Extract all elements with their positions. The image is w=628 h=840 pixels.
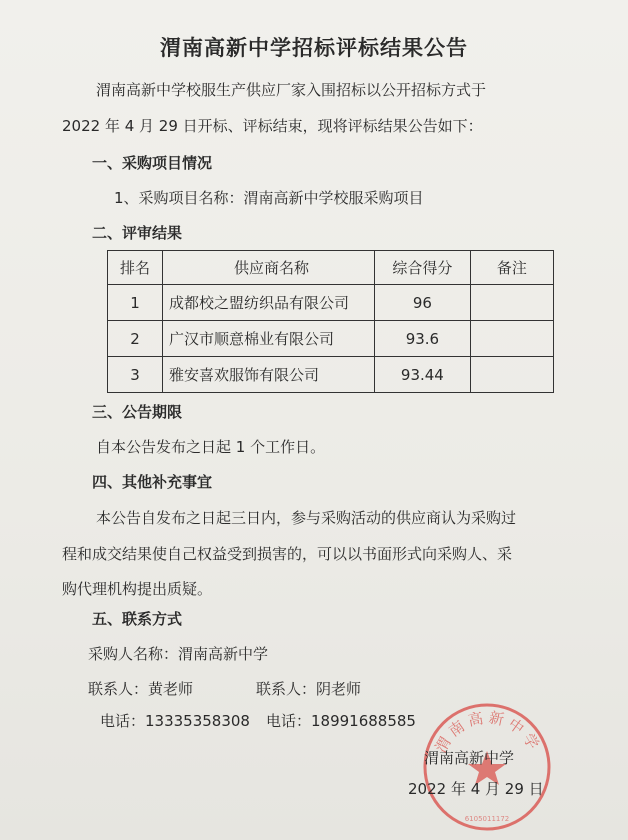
header-rank: 排名: [108, 251, 163, 285]
seal-number: 6105011172: [464, 815, 510, 823]
table-header-row: [108, 251, 554, 285]
row-rank: 2: [108, 321, 163, 357]
supplement-line-3: 购代理机构提出质疑。: [62, 580, 213, 598]
section-2-heading: 二、评审结果: [92, 224, 183, 242]
header-supplier: 供应商名称: [162, 251, 374, 285]
header-score: 综合得分: [375, 251, 471, 285]
contact-2: 联系人：阴老师: [256, 680, 362, 698]
buyer-name: 采购人名称：渭南高新中学: [88, 645, 269, 663]
signature-date: 2022 年 4 月 29 日: [408, 780, 544, 798]
supplement-line-2: 程和成交结果使自己权益受到损害的，可以以书面形式向采购人、采: [62, 545, 513, 563]
phone-2: 电话：18991688585: [266, 712, 416, 730]
row-rank: 1: [108, 285, 163, 321]
row-note: [470, 357, 553, 393]
row-supplier: 雅安喜欢服饰有限公司: [162, 357, 374, 393]
row-supplier: 广汉市顺意棉业有限公司: [162, 321, 374, 357]
section-5-heading: 五、联系方式: [92, 610, 183, 628]
results-table: [107, 250, 554, 393]
signature-org: 渭南高新中学: [424, 749, 515, 767]
notice-period: 自本公告发布之日起 1 个工作日。: [96, 438, 326, 456]
project-name: 1、采购项目名称：渭南高新中学校服采购项目: [114, 189, 424, 207]
row-score: 93.44: [375, 357, 471, 393]
supplement-line-1: 本公告自发布之日起三日内，参与采购活动的供应商认为采购过: [96, 509, 517, 527]
row-note: [470, 285, 553, 321]
intro-line-1: 渭南高新中学校服生产供应厂家入围招标以公开招标方式于: [96, 81, 487, 99]
row-score: 96: [375, 285, 471, 321]
header-note: 备注: [470, 251, 553, 285]
section-1-heading: 一、采购项目情况: [92, 154, 213, 172]
contact-1: 联系人：黄老师: [88, 680, 194, 698]
row-note: [470, 321, 553, 357]
section-4-heading: 四、其他补充事宜: [92, 473, 213, 491]
row-rank: 3: [108, 357, 163, 393]
seal-text: 渭南高新中学: [431, 708, 545, 756]
table-row: [108, 321, 554, 357]
table-row: [108, 285, 554, 321]
row-score: 93.6: [375, 321, 471, 357]
table-row: [108, 357, 554, 393]
phone-1: 电话：13335358308: [100, 712, 250, 730]
document-title: 渭南高新中学招标评标结果公告: [160, 36, 468, 60]
section-3-heading: 三、公告期限: [92, 403, 183, 421]
intro-line-2: 2022 年 4 月 29 日开标、评标结束，现将评标结果公告如下：: [62, 117, 483, 135]
row-supplier: 成都校之盟纺织品有限公司: [162, 285, 374, 321]
